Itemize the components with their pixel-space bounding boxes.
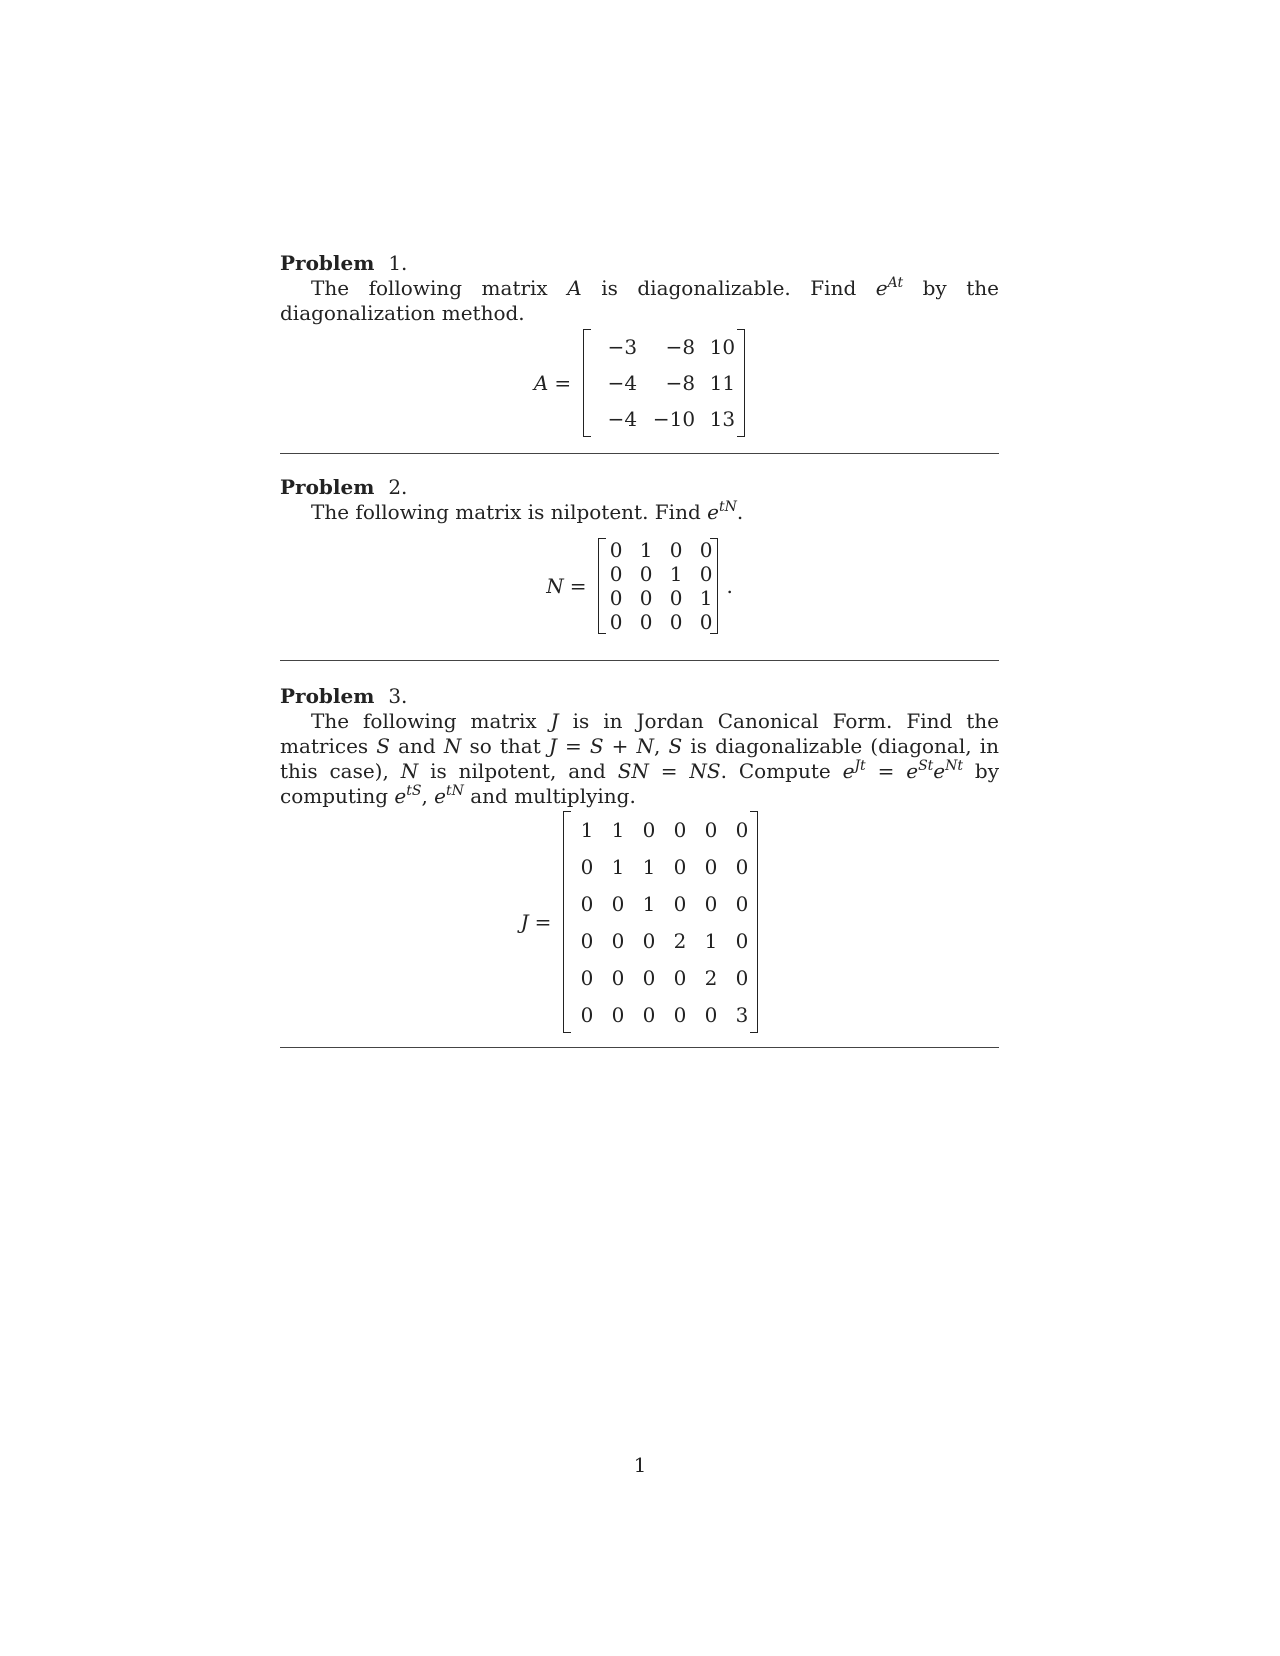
matrix-cell: 0 <box>704 891 718 916</box>
matrix-row <box>573 996 748 1033</box>
matrix-cell: −4 <box>607 371 638 395</box>
matrix-cell: 1 <box>611 854 625 879</box>
matrix-n <box>598 538 718 634</box>
matrix-cell: 0 <box>611 965 625 990</box>
matrix-row <box>573 922 748 959</box>
matrix-cell: 0 <box>673 817 687 842</box>
matrix-row <box>573 959 748 996</box>
matrix-cell: 0 <box>609 586 623 610</box>
matrix-cell: 2 <box>704 965 718 990</box>
matrix-cell: 1 <box>639 538 653 562</box>
matrix-cell: 0 <box>609 538 623 562</box>
matrix-cell: 0 <box>699 610 713 634</box>
divider-3 <box>280 1047 999 1048</box>
matrix-cell: 11 <box>709 371 736 395</box>
matrix-cell: 0 <box>673 854 687 879</box>
matrix-cell: 0 <box>735 891 749 916</box>
matrix-row <box>573 811 748 848</box>
matrix-cell: 1 <box>704 928 718 953</box>
problem-2-statement: The following matrix is nilpotent. Find $e^{tN}$. <box>311 499 744 524</box>
matrix-cell: 1 <box>642 854 656 879</box>
matrix-cell: 0 <box>673 891 687 916</box>
matrix-j <box>563 811 758 1033</box>
matrix-cell: 0 <box>642 817 656 842</box>
matrix-cell: 0 <box>611 1002 625 1027</box>
matrix-cell: 0 <box>611 891 625 916</box>
matrix-cell: 0 <box>639 562 653 586</box>
matrix-cell: −4 <box>607 407 638 431</box>
divider-2 <box>280 660 999 661</box>
matrix-cell: 1 <box>611 817 625 842</box>
matrix-cell: 1 <box>669 562 683 586</box>
page-number: 1 <box>633 1453 647 1477</box>
matrix-cell: 0 <box>639 586 653 610</box>
matrix-cell: 1 <box>642 891 656 916</box>
matrix-cell: 0 <box>735 965 749 990</box>
matrix-cell: 0 <box>735 854 749 879</box>
matrix-j-label: J = <box>520 910 552 934</box>
matrix-cell: 0 <box>642 1002 656 1027</box>
matrix-cell: 0 <box>609 562 623 586</box>
matrix-cell: −8 <box>665 371 696 395</box>
matrix-cell: −3 <box>607 335 638 359</box>
matrix-row <box>573 848 748 885</box>
matrix-cell: 0 <box>639 610 653 634</box>
matrix-cell: −8 <box>665 335 696 359</box>
matrix-cell: −10 <box>652 407 696 431</box>
problem-2-title: Problem 2. <box>280 475 408 499</box>
matrix-cell: 0 <box>669 610 683 634</box>
matrix-row <box>604 586 712 610</box>
matrix-cell: 0 <box>669 538 683 562</box>
matrix-row <box>593 365 735 401</box>
problem-2 <box>280 474 999 634</box>
matrix-n-period: . <box>726 574 733 598</box>
problem-1 <box>280 250 999 437</box>
matrix-j-equation <box>280 811 999 1033</box>
matrix-cell: 0 <box>704 854 718 879</box>
matrix-cell: 13 <box>709 407 736 431</box>
matrix-cell: 0 <box>699 538 713 562</box>
matrix-a <box>583 329 745 437</box>
problem-3 <box>280 683 999 1033</box>
matrix-cell: 0 <box>580 854 594 879</box>
problem-3-statement: The following matrix J is in Jordan Canonical Form. Find the matrices S and N so that J = S + N, S is diagonalizable (diagonal, in this case), N is nilpotent, and SN = NS. Compute $e^{Jt} = e^{St}e^{Nt}$ by computing $e^{tS}$, $e^{tN}$ and multiplying. <box>280 709 999 808</box>
matrix-n-equation <box>280 538 999 634</box>
problem-1-statement: The following matrix A is diagonalizable. Find $e^{At}$ by the diagonalization method. <box>280 275 999 325</box>
matrix-a-equation <box>280 329 999 437</box>
matrix-cell: 0 <box>673 1002 687 1027</box>
matrix-cell: 2 <box>673 928 687 953</box>
matrix-cell: 0 <box>642 965 656 990</box>
problem-3-title: Problem 3. <box>280 684 408 708</box>
matrix-cell: 0 <box>611 928 625 953</box>
page-content <box>280 250 999 1048</box>
matrix-cell: 10 <box>709 335 736 359</box>
matrix-cell: 1 <box>580 817 594 842</box>
matrix-row <box>573 885 748 922</box>
matrix-cell: 0 <box>704 817 718 842</box>
matrix-cell: 0 <box>735 928 749 953</box>
divider-1 <box>280 453 999 454</box>
matrix-cell: 0 <box>580 928 594 953</box>
matrix-cell: 0 <box>580 891 594 916</box>
matrix-cell: 1 <box>699 586 713 610</box>
matrix-cell: 0 <box>580 965 594 990</box>
matrix-row <box>593 401 735 437</box>
matrix-row <box>604 610 712 634</box>
matrix-cell: 0 <box>704 1002 718 1027</box>
matrix-a-label: A = <box>533 371 572 395</box>
matrix-cell: 0 <box>699 562 713 586</box>
problem-1-title: Problem 1. <box>280 251 408 275</box>
matrix-cell: 0 <box>642 928 656 953</box>
matrix-cell: 0 <box>735 817 749 842</box>
matrix-row <box>604 562 712 586</box>
matrix-cell: 0 <box>580 1002 594 1027</box>
matrix-row <box>604 538 712 562</box>
matrix-row <box>593 329 735 365</box>
matrix-n-label: N = <box>546 574 587 598</box>
matrix-cell: 3 <box>735 1002 749 1027</box>
matrix-cell: 0 <box>669 586 683 610</box>
matrix-cell: 0 <box>673 965 687 990</box>
matrix-cell: 0 <box>609 610 623 634</box>
